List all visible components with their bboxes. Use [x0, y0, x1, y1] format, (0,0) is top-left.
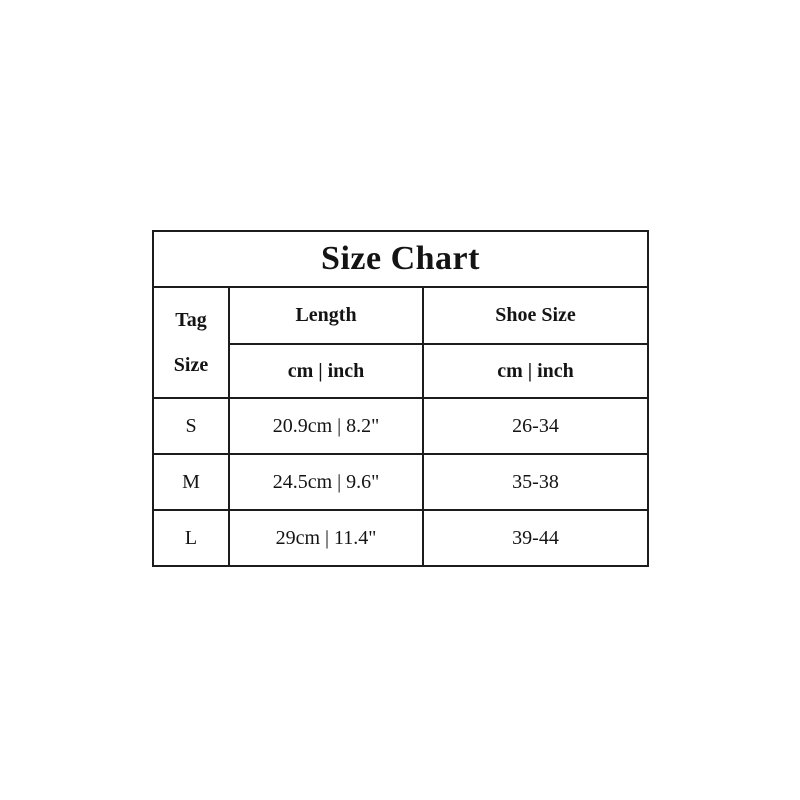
size-chart: [152, 230, 649, 567]
row-s-shoe-size: 26-34: [423, 398, 648, 454]
row-s-tag-size: S: [153, 398, 229, 454]
size-chart-title: Size Chart: [153, 231, 648, 287]
row-l-length: 29cm | 11.4": [229, 510, 423, 566]
row-m-tag-size: M: [153, 454, 229, 510]
units-header-length: cm | inch: [229, 344, 423, 398]
row-header-line1: Tag: [175, 308, 207, 331]
row-header-line2: Size: [173, 353, 209, 376]
row-s-length: 20.9cm | 8.2": [229, 398, 423, 454]
column-header-shoe-size: Shoe Size: [423, 287, 648, 344]
row-l-shoe-size: 39-44: [423, 510, 648, 566]
column-header-row: [153, 287, 648, 344]
size-chart-table: [152, 230, 649, 567]
table-row-m: [153, 454, 648, 510]
row-header-tag-size: [153, 287, 229, 398]
title-row: [153, 231, 648, 287]
units-header-shoe-size: cm | inch: [423, 344, 648, 398]
table-row-s: [153, 398, 648, 454]
row-m-shoe-size: 35-38: [423, 454, 648, 510]
row-m-length: 24.5cm | 9.6": [229, 454, 423, 510]
table-row-l: [153, 510, 648, 566]
row-l-tag-size: L: [153, 510, 229, 566]
column-header-length: Length: [229, 287, 423, 344]
